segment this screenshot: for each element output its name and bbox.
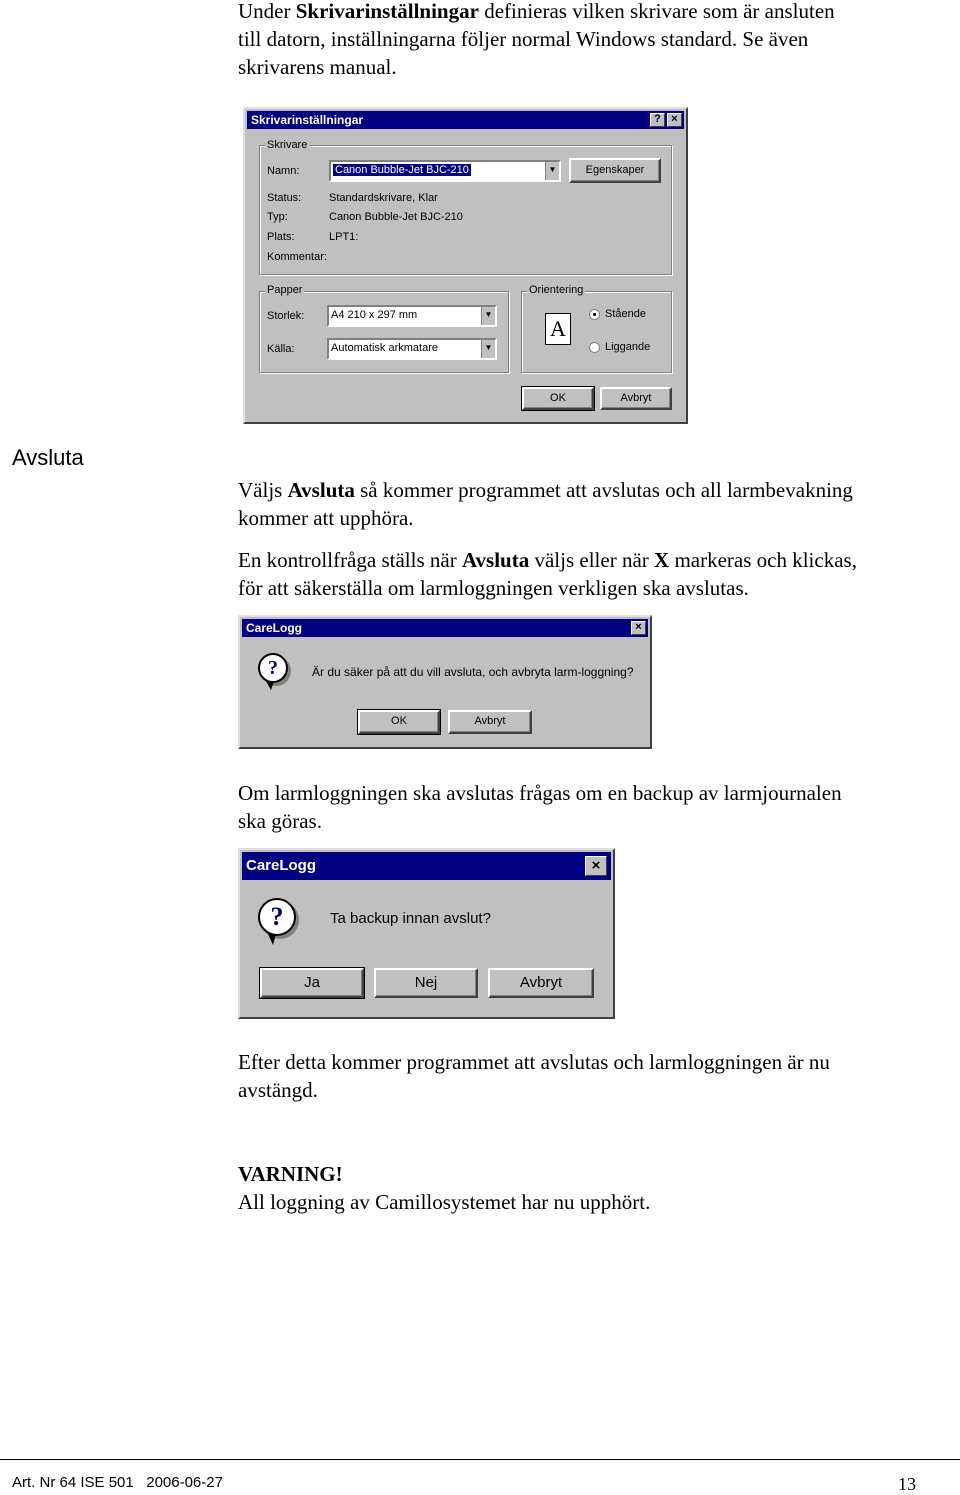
no-button[interactable]: Nej xyxy=(374,968,478,998)
backup-dialog xyxy=(238,848,615,1019)
printer-dialog-title: Skrivarinställningar xyxy=(251,113,364,127)
question-icon: ? xyxy=(258,898,296,936)
help-button[interactable]: ? xyxy=(650,113,665,127)
warning-title: VARNING! xyxy=(238,1162,343,1186)
confirm-exit-dialog xyxy=(238,615,652,749)
paper-size-select[interactable]: A4 210 x 297 mm ▼ xyxy=(327,305,497,327)
page-number: 13 xyxy=(898,1474,916,1494)
printer-settings-dialog xyxy=(243,107,688,424)
intro-paragraph: Under Skrivarinställningar definieras vilken skrivare som är ansluten till datorn, inställningarna följer normal Windows standard. Se även skrivarens manual. xyxy=(238,0,835,79)
confirm-message: Är du säker på att du vill avsluta, och avbryta larm-loggning? xyxy=(312,665,634,679)
comment-label: Kommentar: xyxy=(267,251,327,263)
type-label: Typ: xyxy=(267,211,288,223)
yes-button[interactable]: Ja xyxy=(260,968,364,998)
paper-source-select[interactable]: Automatisk arkmatare ▼ xyxy=(327,338,497,360)
close-button[interactable]: × xyxy=(667,113,682,127)
paper-group xyxy=(259,291,509,373)
size-label: Storlek: xyxy=(267,310,305,322)
backup-dialog-titlebar xyxy=(242,852,611,880)
name-label: Namn: xyxy=(267,165,300,177)
cancel-button[interactable]: Avbryt xyxy=(488,968,594,998)
backup-message: Ta backup innan avslut? xyxy=(330,910,491,927)
question-icon-tail xyxy=(268,934,276,945)
landscape-radio[interactable] xyxy=(589,342,600,353)
page-orientation-icon: A xyxy=(545,313,571,345)
backup-dialog-title: CareLogg xyxy=(246,857,317,874)
type-value: Canon Bubble-Jet BJC-210 xyxy=(329,211,463,223)
closing-paragraph: Efter detta kommer programmet att avslutas och larmloggningen är nu avstängd. xyxy=(238,1050,830,1102)
close-button[interactable]: × xyxy=(585,856,607,876)
warning-text: All loggning av Camillosystemet har nu upphört. xyxy=(238,1190,651,1214)
chevron-down-icon[interactable]: ▼ xyxy=(545,162,559,180)
ok-button[interactable]: OK xyxy=(522,387,594,410)
confirm-dialog-titlebar xyxy=(242,619,648,637)
exit-paragraph: Väljs Avsluta så kommer programmet att avslutas och all larmbevakning kommer att upphöra. xyxy=(238,478,853,530)
footer-divider xyxy=(0,1459,960,1460)
status-value: Standardskrivare, Klar xyxy=(329,192,438,204)
location-label: Plats: xyxy=(267,231,295,243)
section-heading: Avsluta xyxy=(12,445,84,470)
footer-article-number: Art. Nr 64 ISE 501 2006-06-27 xyxy=(12,1474,223,1491)
properties-button[interactable]: Egenskaper xyxy=(569,158,661,183)
cancel-button[interactable]: Avbryt xyxy=(448,710,532,734)
confirm-dialog-title: CareLogg xyxy=(246,621,303,635)
portrait-label[interactable]: Stående xyxy=(605,308,646,320)
intro-bold-term: Skrivarinställningar xyxy=(295,0,479,23)
question-icon: ? xyxy=(258,653,288,683)
backup-paragraph: Om larmloggningen ska avslutas frågas om en backup av larmjournalen ska göras. xyxy=(238,781,842,833)
question-icon-tail xyxy=(266,681,274,690)
orientation-group-label: Orientering xyxy=(529,284,584,296)
printer-group-label: Skrivare xyxy=(267,139,308,151)
chevron-down-icon[interactable]: ▼ xyxy=(481,307,495,325)
printer-dialog-titlebar xyxy=(247,111,684,129)
close-button[interactable]: × xyxy=(631,621,646,635)
chevron-down-icon[interactable]: ▼ xyxy=(481,340,495,358)
orientation-group xyxy=(521,291,672,373)
portrait-radio[interactable] xyxy=(589,309,600,320)
printer-name-select[interactable]: Canon Bubble-Jet BJC-210 ▼ xyxy=(329,160,561,182)
confirm-paragraph: En kontrollfråga ställs när Avsluta väljs eller när X markeras och klickas, för att säkerställa om larmloggningen verkligen ska avslutas. xyxy=(238,548,857,600)
source-label: Källa: xyxy=(267,343,295,355)
cancel-button[interactable]: Avbryt xyxy=(600,387,672,410)
status-label: Status: xyxy=(267,192,302,204)
location-value: LPT1: xyxy=(329,231,359,243)
ok-button[interactable]: OK xyxy=(358,710,440,734)
landscape-label[interactable]: Liggande xyxy=(605,341,651,353)
warning-block xyxy=(238,1160,938,1216)
paper-group-label: Papper xyxy=(267,284,303,296)
